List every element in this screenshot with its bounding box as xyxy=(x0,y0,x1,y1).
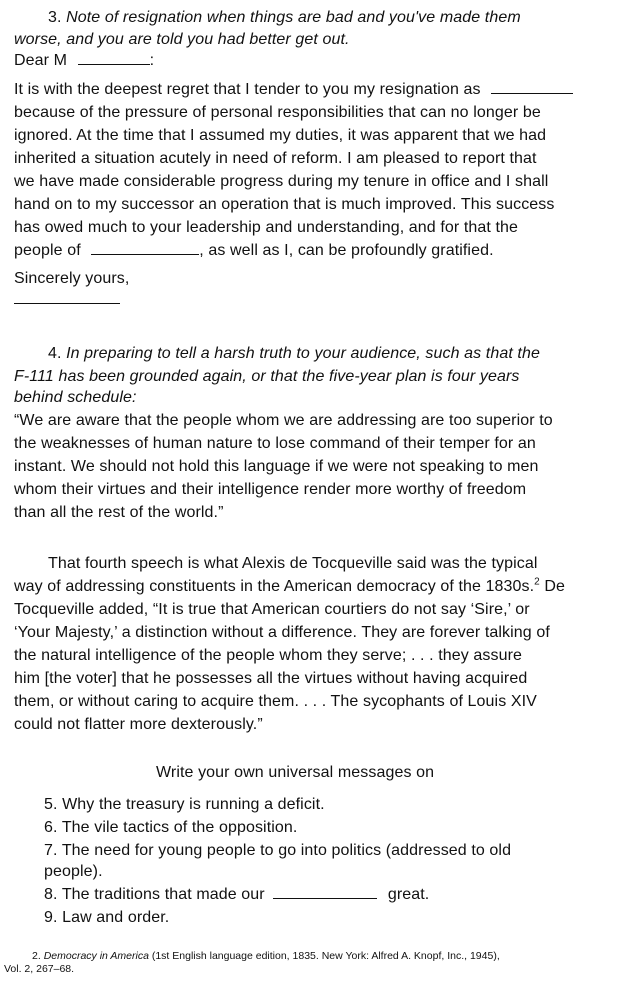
exercise-item-6-text: The vile tactics of the opposition. xyxy=(61,819,298,836)
exercise-item-9 xyxy=(44,907,169,928)
paragraph-line-3: Tocqueville added, “It is true that American courtiers do not say ‘Sire,’ or xyxy=(14,601,530,618)
resignation-line-8 xyxy=(14,240,494,261)
item4-heading-line-3: behind schedule: xyxy=(14,389,137,406)
item4-number: 4. xyxy=(48,345,62,362)
salutation-line xyxy=(14,50,154,71)
resignation-line-4: inherited a situation acutely in need of reform. I am pleased to report that xyxy=(14,150,537,167)
people-of-text: people of xyxy=(14,242,81,259)
quote-line-3: instant. We should not hold this language if we were not speaking to men xyxy=(14,458,539,475)
item4-heading-line-1 xyxy=(48,343,540,364)
footnote-line-1 xyxy=(32,949,500,963)
item3-heading-line-2: worse, and you are told you had better get out. xyxy=(14,31,350,48)
footnote-ref: 2 xyxy=(534,576,540,588)
exercise-title: Write your own universal messages on xyxy=(156,764,435,781)
paragraph-line-7: them, or without caring to acquire them. . . . The sycophants of Louis XIV xyxy=(14,693,537,710)
salutation-colon: : xyxy=(149,52,155,69)
resignation-line-5: we have made considerable progress during my tenure in office and I shall xyxy=(14,173,549,190)
resignation-line-6: hand on to my successor an operation that is much improved. This success xyxy=(14,196,555,213)
paragraph-line-6: him [the voter] that he possesses all the virtues without having acquired xyxy=(14,670,528,687)
resignation-line-3: ignored. At the time that I assumed my duties, it was apparent that we had xyxy=(14,127,547,144)
exercise-item-7 xyxy=(44,840,511,861)
footnote-text: (1st English language edition, 1835. New York: Alfred A. Knopf, Inc., 1945), xyxy=(148,950,500,962)
exercise-item-6-num: 6. xyxy=(44,819,58,836)
resignation-line-1 xyxy=(14,79,573,100)
quote-line-5: than all the rest of the world.” xyxy=(14,504,224,521)
footnote-title: Democracy in America xyxy=(43,950,149,962)
item3-heading-line-1 xyxy=(48,7,521,28)
exercise-item-7-num: 7. xyxy=(44,842,58,859)
exercise-item-9-num: 9. xyxy=(44,909,58,926)
exercise-item-7-cont: people). xyxy=(44,863,103,880)
people-of-blank xyxy=(91,241,199,255)
quote-line-1: “We are aware that the people whom we are addressing are too superior to xyxy=(14,412,553,429)
exercise-item-8-text: The traditions that made our xyxy=(61,886,265,903)
resignation-line-1-text: It is with the deepest regret that I tender to you my resignation as xyxy=(14,81,481,98)
item3-number: 3. xyxy=(48,9,62,26)
exercise-item-9-text: Law and order. xyxy=(62,909,170,926)
exercise-item-5-num: 5. xyxy=(44,796,58,813)
exercise-item-5 xyxy=(44,794,325,815)
exercise-item-8 xyxy=(44,884,429,905)
exercise-item-8-num: 8. xyxy=(44,886,58,903)
item3-heading-text-1: Note of resignation when things are bad and you've made them xyxy=(66,9,521,26)
salutation: Dear M xyxy=(14,52,68,69)
salutation-blank xyxy=(78,51,150,65)
paragraph-line-1: That fourth speech is what Alexis de Tocqueville said was the typical xyxy=(48,555,538,572)
exercise-item-5-text: Why the treasury is running a deficit. xyxy=(62,796,325,813)
resignation-closing-text: , as well as I, can be profoundly gratified. xyxy=(199,242,494,259)
quote-line-2: the weaknesses of human nature to lose command of their temper for an xyxy=(14,435,536,452)
exercise-item-7-text: The need for young people to go into politics (addressed to old xyxy=(61,842,512,859)
resignation-line-7: has owed much to your leadership and understanding, and for that the xyxy=(14,219,519,236)
paragraph-line-5: the natural intelligence of the people whom they serve; . . . they assure xyxy=(14,647,523,664)
exercise-item-6 xyxy=(44,817,297,838)
position-blank xyxy=(491,80,573,94)
paragraph-line-8: could not flatter more dexterously.” xyxy=(14,716,263,733)
footnote-line-2: Vol. 2, 267–68. xyxy=(4,963,75,975)
item4-heading-line-2: F-111 has been grounded again, or that the five-year plan is four years xyxy=(14,368,520,385)
item4-heading-text-1: In preparing to tell a harsh truth to your audience, such as that the xyxy=(66,345,540,362)
signature-line xyxy=(14,303,120,304)
footnote-number: 2. xyxy=(32,950,41,962)
exercise-item-8-suffix: great. xyxy=(387,886,430,903)
resignation-line-2: because of the pressure of personal responsibilities that can no longer be xyxy=(14,104,541,121)
paragraph-line-2-text: way of addressing constituents in the American democracy of the 1830s. xyxy=(14,578,535,595)
closing: Sincerely yours, xyxy=(14,270,130,287)
paragraph-line-4: ‘Your Majesty,’ a distinction without a difference. They are forever talking of xyxy=(14,624,550,641)
paragraph-line-2-end: De xyxy=(539,578,566,595)
paragraph-line-2 xyxy=(14,576,565,597)
exercise-item-8-blank xyxy=(273,885,377,899)
quote-line-4: whom their virtues and their intelligence render more worthy of freedom xyxy=(14,481,527,498)
